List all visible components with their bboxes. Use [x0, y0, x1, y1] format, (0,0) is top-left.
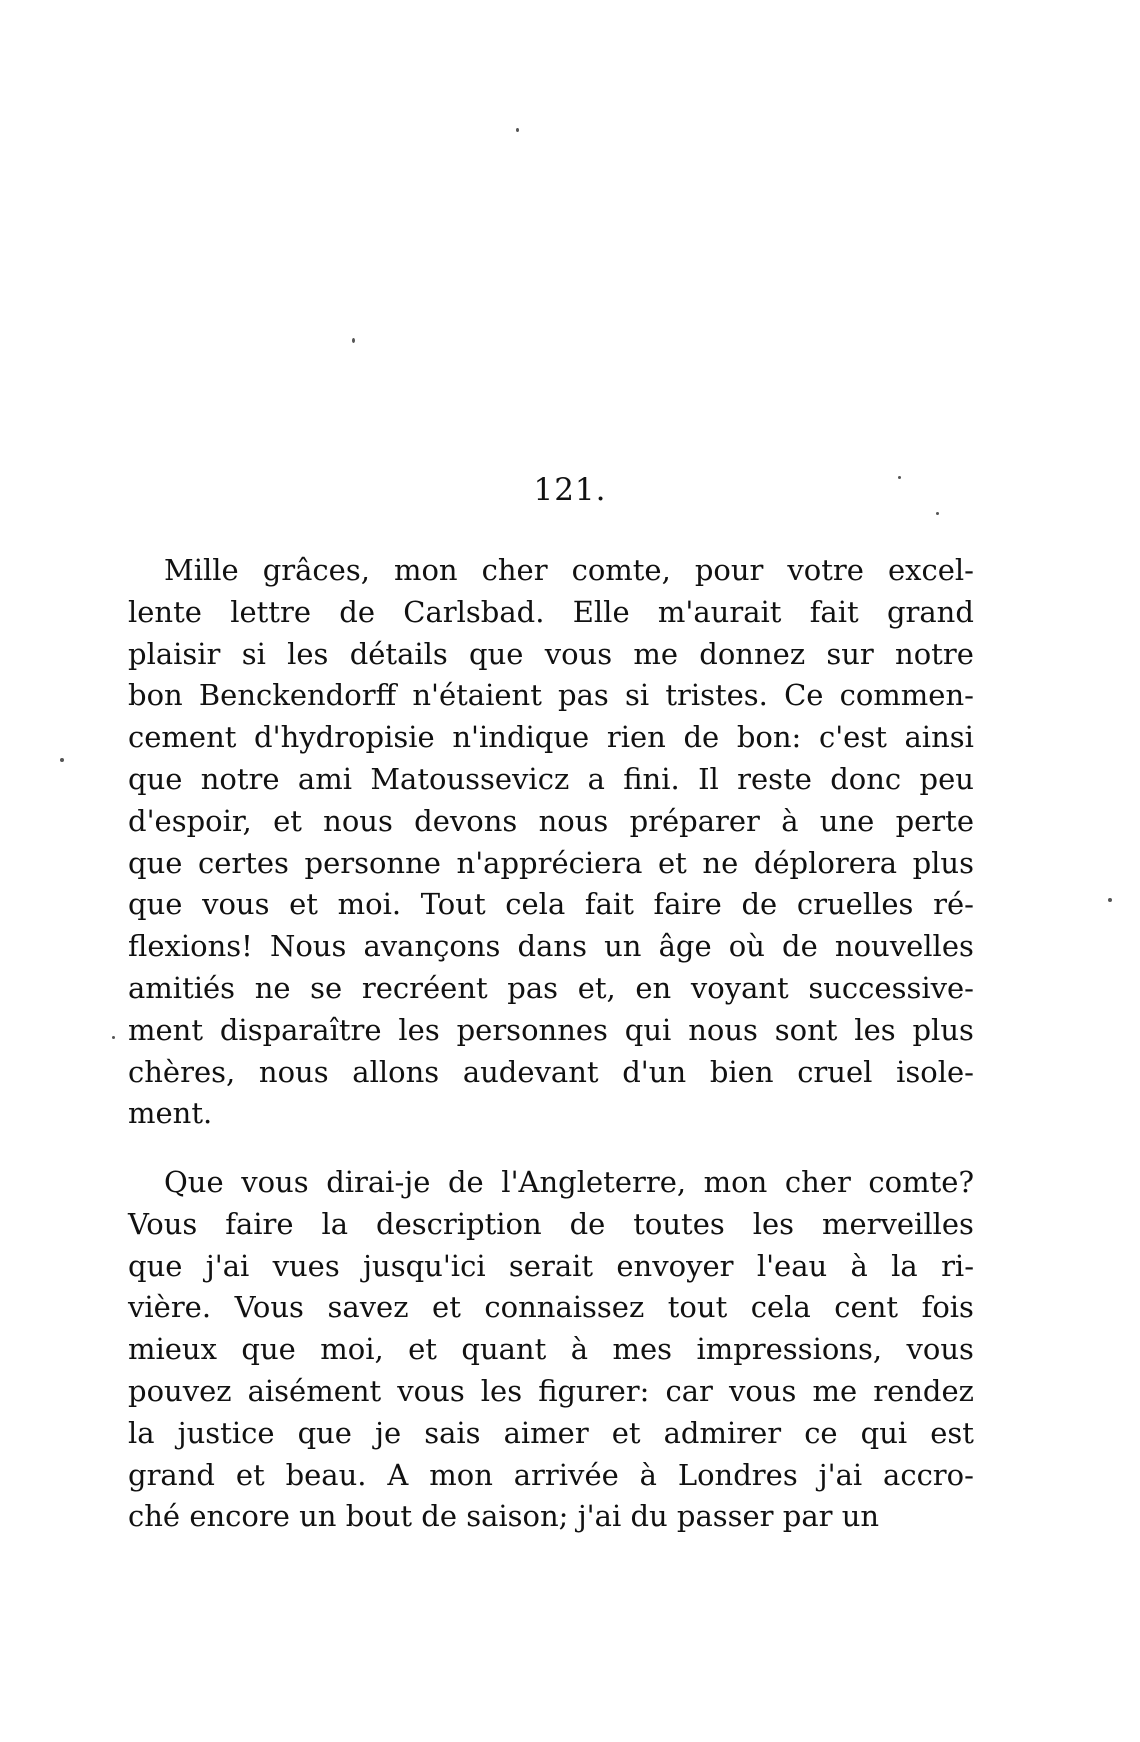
text-line: ment. — [128, 1096, 213, 1131]
text-line: ché encore un bout de saison; j'ai du passer par un — [128, 1499, 880, 1534]
text-line: la justice que je sais aimer et admirer ce qui est — [128, 1415, 974, 1450]
text-line: que certes personne n'appréciera et ne déplorera plus — [128, 845, 974, 880]
text-line: Mille grâces, mon cher comte, pour votre excel- — [164, 553, 974, 587]
text-line: pouvez aisément vous les figurer: car vous me rendez — [128, 1373, 974, 1408]
text-line: amitiés ne se recréent pas et, en voyant successive- — [128, 970, 974, 1005]
text-line: que vous et moi. Tout cela fait faire de cruelles ré- — [128, 887, 974, 922]
text-line: ment disparaître les personnes qui nous sont les plus — [128, 1012, 974, 1047]
text-line: que j'ai vues jusqu'ici serait envoyer l'eau à la ri- — [128, 1248, 974, 1283]
text-line: bon Benckendorff n'étaient pas si tristes. Ce commen- — [128, 678, 974, 713]
page-number: 121. — [533, 472, 607, 508]
text-line: que notre ami Matoussevicz a fini. Il reste donc peu — [128, 761, 974, 796]
paragraph-1 — [128, 550, 974, 1135]
text-line: flexions! Nous avançons dans un âge où de nouvelles — [128, 929, 974, 964]
text-line: lente lettre de Carlsbad. Elle m'aurait fait grand — [128, 594, 974, 629]
text-line: vière. Vous savez et connaissez tout cela cent fois — [128, 1290, 974, 1325]
text-line: grand et beau. A mon arrivée à Londres j'ai accro- — [128, 1457, 974, 1492]
text-line: Que vous dirai-je de l'Angleterre, mon cher comte? — [164, 1165, 974, 1199]
text-line: d'espoir, et nous devons nous préparer à une perte — [128, 803, 974, 838]
paragraph-2 — [128, 1162, 974, 1538]
text-line: Vous faire la description de toutes les merveilles — [128, 1206, 974, 1241]
text-line: cement d'hydropisie n'indique rien de bon: c'est ainsi — [128, 720, 974, 755]
text-line: plaisir si les détails que vous me donnez sur notre — [128, 636, 974, 671]
text-line: mieux que moi, et quant à mes impressions, vous — [128, 1332, 974, 1367]
text-line: chères, nous allons audevant d'un bien cruel isole- — [128, 1054, 974, 1089]
